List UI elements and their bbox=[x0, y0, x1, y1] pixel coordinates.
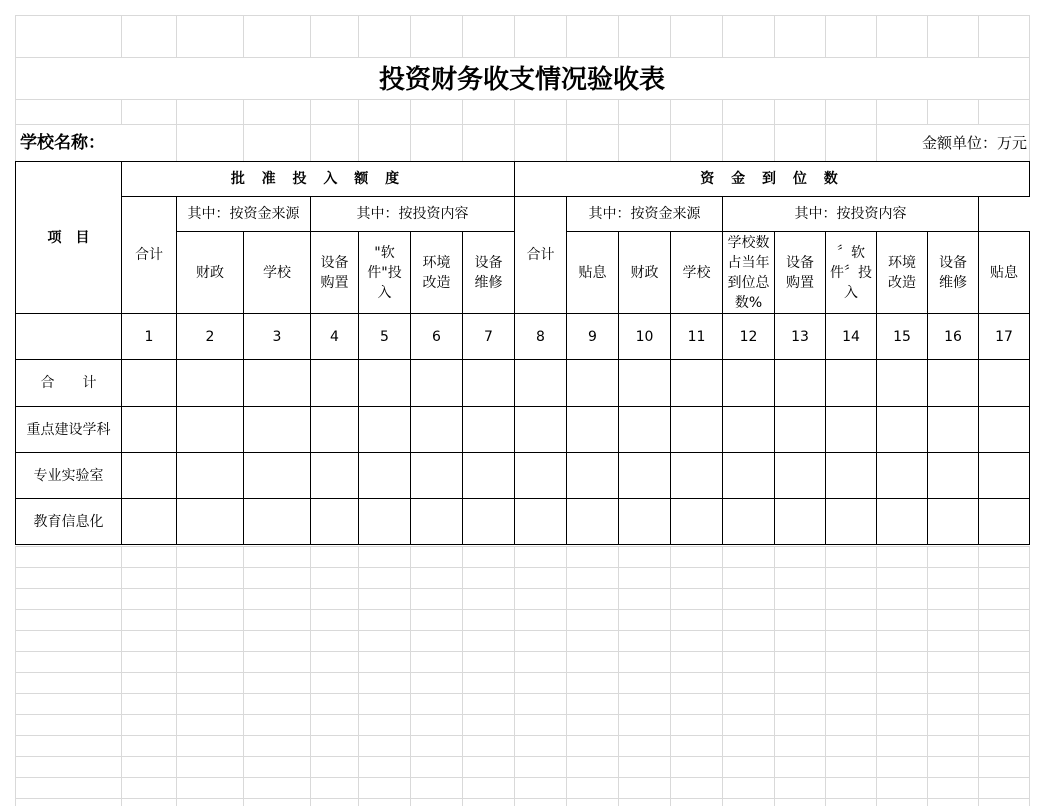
table-cell[interactable] bbox=[877, 360, 928, 407]
header-funds-equipment-purchase[interactable]: 设备购置 bbox=[775, 232, 826, 314]
table-cell[interactable] bbox=[567, 453, 619, 499]
table-row bbox=[16, 453, 1030, 499]
table-cell[interactable] bbox=[359, 499, 411, 545]
column-number[interactable]: 9 bbox=[567, 314, 619, 360]
table-cell[interactable] bbox=[244, 407, 311, 453]
table-cell[interactable] bbox=[671, 453, 723, 499]
header-approved-total[interactable]: 合计 bbox=[122, 197, 177, 314]
header-funds-software-input[interactable]: 〞软件〞投入 bbox=[826, 232, 877, 314]
column-number[interactable]: 13 bbox=[775, 314, 826, 360]
table-cell[interactable] bbox=[671, 407, 723, 453]
table-cell[interactable] bbox=[411, 453, 463, 499]
header-funds-equipment-repair[interactable]: 设备维修 bbox=[928, 232, 979, 314]
column-number[interactable]: 17 bbox=[979, 314, 1030, 360]
column-number[interactable]: 7 bbox=[463, 314, 515, 360]
table-cell[interactable] bbox=[775, 453, 826, 499]
table-cell[interactable] bbox=[244, 360, 311, 407]
header-approved-environment[interactable]: 环境改造 bbox=[411, 232, 463, 314]
header-approved-interest[interactable]: 贴息 bbox=[567, 232, 619, 314]
table-cell[interactable] bbox=[515, 499, 567, 545]
table-cell[interactable] bbox=[177, 407, 244, 453]
table-cell[interactable] bbox=[826, 453, 877, 499]
table-cell[interactable] bbox=[877, 453, 928, 499]
column-number[interactable]: 8 bbox=[515, 314, 567, 360]
table-cell[interactable] bbox=[567, 407, 619, 453]
table-cell[interactable] bbox=[826, 407, 877, 453]
table-cell[interactable] bbox=[619, 453, 671, 499]
table-cell[interactable] bbox=[671, 499, 723, 545]
table-row bbox=[16, 407, 1030, 453]
table-cell[interactable] bbox=[619, 499, 671, 545]
column-number[interactable]: 4 bbox=[311, 314, 359, 360]
table-cell[interactable] bbox=[311, 407, 359, 453]
column-number[interactable]: 11 bbox=[671, 314, 723, 360]
table-cell[interactable] bbox=[928, 360, 979, 407]
header-funds-school-share[interactable]: 学校数占当年到位总数% bbox=[723, 232, 775, 314]
table-cell[interactable] bbox=[723, 407, 775, 453]
table-cell[interactable] bbox=[979, 499, 1030, 545]
table-cell[interactable] bbox=[826, 499, 877, 545]
table-cell[interactable] bbox=[877, 407, 928, 453]
school-name-label: 学校名称： bbox=[20, 133, 105, 153]
table-cell[interactable] bbox=[463, 453, 515, 499]
header-funds-interest[interactable]: 贴息 bbox=[979, 232, 1030, 314]
column-number[interactable]: 3 bbox=[244, 314, 311, 360]
table-cell[interactable] bbox=[244, 453, 311, 499]
column-number[interactable]: 6 bbox=[411, 314, 463, 360]
column-number-row bbox=[16, 314, 1030, 360]
table-cell[interactable] bbox=[463, 407, 515, 453]
table-cell[interactable] bbox=[928, 407, 979, 453]
header-approved-finance[interactable]: 财政 bbox=[177, 232, 244, 314]
table-cell[interactable] bbox=[359, 453, 411, 499]
table-cell[interactable] bbox=[775, 499, 826, 545]
table-cell[interactable] bbox=[723, 360, 775, 407]
acceptance-table bbox=[15, 161, 1030, 545]
table-cell[interactable] bbox=[411, 499, 463, 545]
table-row bbox=[16, 360, 1030, 407]
table-cell[interactable] bbox=[311, 499, 359, 545]
header-funds-received[interactable]: 资 金 到 位 数 bbox=[515, 162, 1030, 197]
header-funds-by-content[interactable]: 其中：按投资内容 bbox=[723, 197, 979, 232]
table-row bbox=[16, 499, 1030, 545]
table-cell[interactable] bbox=[122, 407, 177, 453]
header-approved-equipment-purchase[interactable]: 设备购置 bbox=[311, 232, 359, 314]
table-cell[interactable] bbox=[515, 407, 567, 453]
header-approved-school[interactable]: 学校 bbox=[244, 232, 311, 314]
table-cell[interactable] bbox=[515, 360, 567, 407]
table-cell[interactable] bbox=[122, 453, 177, 499]
table-cell[interactable] bbox=[16, 314, 122, 360]
table-cell[interactable] bbox=[122, 499, 177, 545]
table-cell[interactable] bbox=[877, 499, 928, 545]
column-number[interactable]: 5 bbox=[359, 314, 411, 360]
table-cell[interactable] bbox=[567, 360, 619, 407]
table-cell[interactable] bbox=[723, 499, 775, 545]
table-cell[interactable] bbox=[177, 360, 244, 407]
column-number[interactable]: 16 bbox=[928, 314, 979, 360]
table-cell[interactable] bbox=[928, 453, 979, 499]
column-number[interactable]: 10 bbox=[619, 314, 671, 360]
table-cell[interactable] bbox=[979, 453, 1030, 499]
table-cell[interactable] bbox=[979, 360, 1030, 407]
table-cell[interactable] bbox=[411, 407, 463, 453]
page-title: 投资财务收支情况验收表 bbox=[378, 65, 665, 95]
table-cell[interactable] bbox=[671, 360, 723, 407]
table-cell[interactable] bbox=[177, 499, 244, 545]
table-cell[interactable] bbox=[567, 499, 619, 545]
table-cell[interactable] bbox=[122, 360, 177, 407]
row-label-labs[interactable]: 专业实验室 bbox=[16, 453, 122, 499]
table-cell[interactable] bbox=[928, 499, 979, 545]
table-cell[interactable] bbox=[311, 453, 359, 499]
header-approved-by-source[interactable]: 其中：按资金来源 bbox=[177, 197, 311, 232]
table-cell[interactable] bbox=[244, 499, 311, 545]
table-cell[interactable] bbox=[177, 453, 244, 499]
table-cell[interactable] bbox=[826, 360, 877, 407]
table-cell[interactable] bbox=[515, 453, 567, 499]
table-cell[interactable] bbox=[775, 360, 826, 407]
header-approved-equipment-repair[interactable]: 设备维修 bbox=[463, 232, 515, 314]
header-funds-total[interactable]: 合计 bbox=[515, 197, 567, 314]
row-label-total[interactable]: 合 计 bbox=[16, 360, 122, 407]
amount-unit-label: 金额单位：万元 bbox=[921, 134, 1027, 152]
table-cell[interactable] bbox=[979, 407, 1030, 453]
table-cell[interactable] bbox=[359, 360, 411, 407]
table-cell[interactable] bbox=[619, 407, 671, 453]
table-cell[interactable] bbox=[775, 407, 826, 453]
row-label-it[interactable]: 教育信息化 bbox=[16, 499, 122, 545]
header-funds-school[interactable]: 学校 bbox=[671, 232, 723, 314]
column-number[interactable]: 15 bbox=[877, 314, 928, 360]
header-funds-by-source[interactable]: 其中：按资金来源 bbox=[567, 197, 723, 232]
table-cell[interactable] bbox=[311, 360, 359, 407]
header-approved-investment[interactable]: 批 准 投 入 额 度 bbox=[122, 162, 515, 197]
table-cell[interactable] bbox=[723, 453, 775, 499]
header-funds-environment[interactable]: 环境改造 bbox=[877, 232, 928, 314]
row-label-key-disciplines[interactable]: 重点建设学科 bbox=[16, 407, 122, 453]
table-cell[interactable] bbox=[619, 360, 671, 407]
table-cell[interactable] bbox=[463, 360, 515, 407]
column-number[interactable]: 1 bbox=[122, 314, 177, 360]
header-approved-by-content[interactable]: 其中：按投资内容 bbox=[311, 197, 515, 232]
table-cell[interactable] bbox=[463, 499, 515, 545]
header-approved-software-input[interactable]: "软件"投入 bbox=[359, 232, 411, 314]
header-project[interactable]: 项 目 bbox=[16, 162, 122, 314]
column-number[interactable]: 2 bbox=[177, 314, 244, 360]
column-number[interactable]: 14 bbox=[826, 314, 877, 360]
header-funds-finance[interactable]: 财政 bbox=[619, 232, 671, 314]
table-cell[interactable] bbox=[359, 407, 411, 453]
column-number[interactable]: 12 bbox=[723, 314, 775, 360]
table-cell[interactable] bbox=[411, 360, 463, 407]
